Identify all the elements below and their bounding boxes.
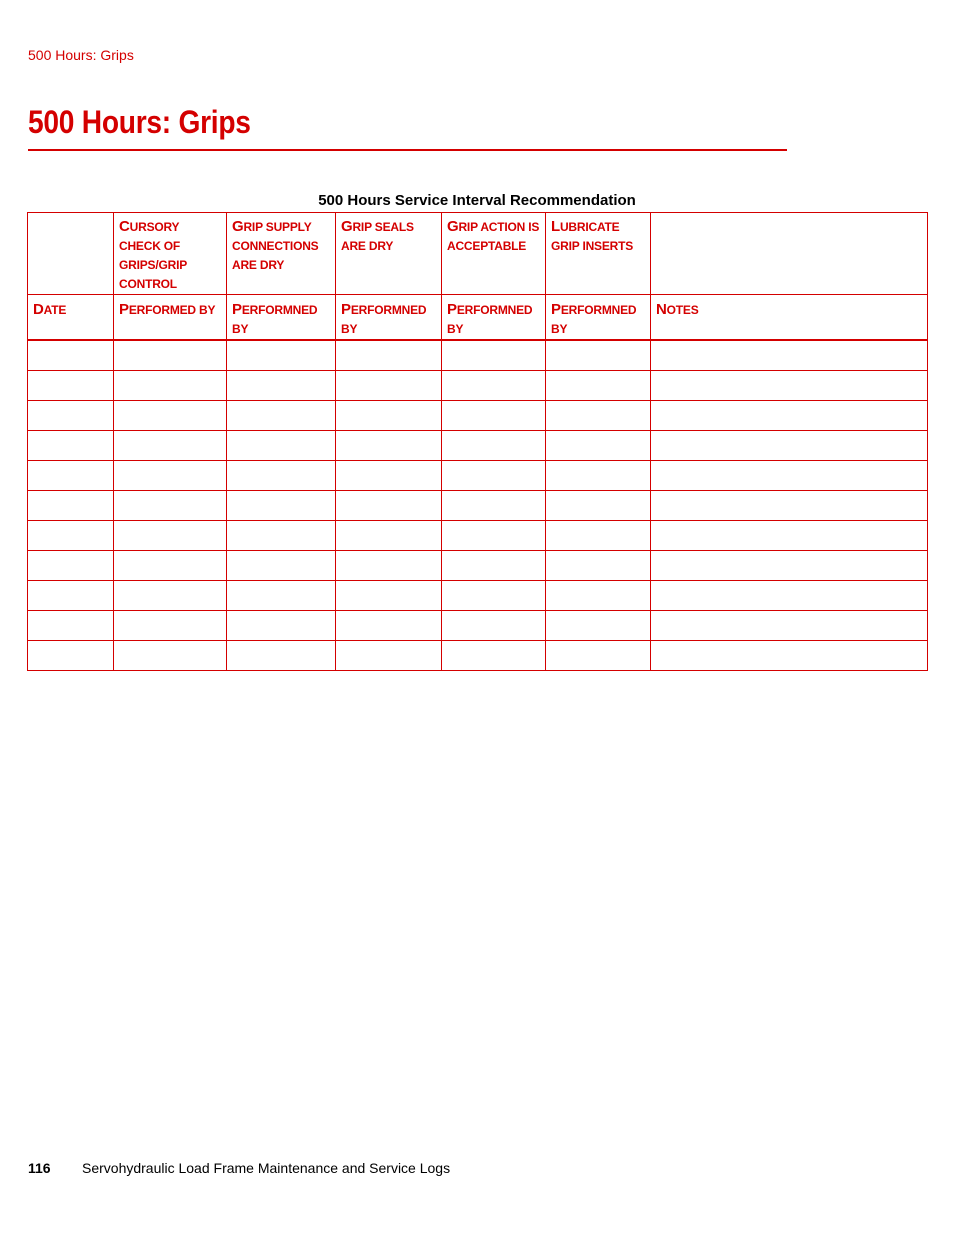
table-row bbox=[28, 401, 928, 431]
log-entry-cell bbox=[442, 491, 546, 521]
column-header-cell: PERFORMNED BY bbox=[336, 295, 442, 341]
log-entry-cell bbox=[442, 340, 546, 371]
log-entry-cell bbox=[28, 551, 114, 581]
log-entry-cell bbox=[114, 491, 227, 521]
table-row bbox=[28, 491, 928, 521]
log-entry-cell bbox=[651, 581, 928, 611]
log-entry-cell bbox=[336, 461, 442, 491]
log-entry-cell bbox=[651, 371, 928, 401]
title-rule bbox=[28, 149, 787, 151]
table-body bbox=[28, 213, 928, 671]
log-entry-cell bbox=[651, 340, 928, 371]
log-entry-cell bbox=[336, 371, 442, 401]
table-row bbox=[28, 340, 928, 371]
log-entry-cell bbox=[28, 521, 114, 551]
task-header-cell: GRIP SEALS ARE DRY bbox=[336, 213, 442, 295]
log-entry-cell bbox=[651, 431, 928, 461]
table-row bbox=[28, 581, 928, 611]
log-entry-cell bbox=[114, 461, 227, 491]
log-entry-cell bbox=[28, 461, 114, 491]
log-entry-cell bbox=[651, 611, 928, 641]
task-header-row bbox=[28, 213, 928, 295]
log-entry-cell bbox=[442, 581, 546, 611]
log-entry-cell bbox=[28, 340, 114, 371]
log-entry-cell bbox=[114, 551, 227, 581]
log-entry-cell bbox=[114, 431, 227, 461]
log-entry-cell bbox=[227, 641, 336, 671]
footer-text: Servohydraulic Load Frame Maintenance and Service Logs bbox=[82, 1160, 451, 1176]
log-entry-cell bbox=[114, 641, 227, 671]
log-entry-cell bbox=[336, 491, 442, 521]
running-head: 500 Hours: Grips bbox=[28, 47, 134, 63]
column-header-cell: DATE bbox=[28, 295, 114, 341]
log-entry-cell bbox=[546, 551, 651, 581]
log-entry-cell bbox=[114, 521, 227, 551]
log-entry-cell bbox=[28, 581, 114, 611]
log-entry-cell bbox=[546, 461, 651, 491]
table-row bbox=[28, 371, 928, 401]
log-entry-cell bbox=[227, 521, 336, 551]
log-entry-cell bbox=[114, 401, 227, 431]
task-header-cell: LUBRICATE GRIP INSERTS bbox=[546, 213, 651, 295]
log-entry-cell bbox=[28, 611, 114, 641]
log-entry-cell bbox=[651, 461, 928, 491]
log-entry-cell bbox=[546, 401, 651, 431]
log-entry-cell bbox=[227, 431, 336, 461]
log-entry-cell bbox=[28, 401, 114, 431]
log-entry-cell bbox=[227, 581, 336, 611]
log-entry-cell bbox=[28, 491, 114, 521]
task-header-cell bbox=[28, 213, 114, 295]
log-entry-cell bbox=[114, 371, 227, 401]
log-entry-cell bbox=[114, 581, 227, 611]
log-entry-cell bbox=[546, 491, 651, 521]
log-entry-cell bbox=[28, 431, 114, 461]
log-entry-cell bbox=[227, 461, 336, 491]
log-entry-cell bbox=[651, 491, 928, 521]
log-entry-cell bbox=[28, 641, 114, 671]
log-entry-cell bbox=[442, 461, 546, 491]
log-entry-cell bbox=[114, 611, 227, 641]
log-entry-cell bbox=[442, 641, 546, 671]
log-entry-cell bbox=[227, 371, 336, 401]
log-entry-cell bbox=[546, 371, 651, 401]
log-entry-cell bbox=[546, 581, 651, 611]
log-entry-cell bbox=[651, 551, 928, 581]
log-entry-cell bbox=[227, 491, 336, 521]
log-entry-cell bbox=[336, 340, 442, 371]
log-entry-cell bbox=[442, 401, 546, 431]
log-entry-cell bbox=[442, 521, 546, 551]
log-entry-cell bbox=[336, 611, 442, 641]
log-entry-cell bbox=[546, 611, 651, 641]
page-title: 500 Hours: Grips bbox=[28, 104, 251, 140]
table-caption: 500 Hours Service Interval Recommendation bbox=[318, 192, 636, 209]
column-header-row bbox=[28, 295, 928, 341]
log-entry-cell bbox=[651, 641, 928, 671]
log-entry-cell bbox=[442, 431, 546, 461]
column-header-cell: PERFORMED BY bbox=[114, 295, 227, 341]
log-entry-cell bbox=[227, 401, 336, 431]
log-entry-cell bbox=[336, 581, 442, 611]
log-entry-cell bbox=[227, 551, 336, 581]
table-row bbox=[28, 551, 928, 581]
table-row bbox=[28, 611, 928, 641]
log-entry-cell bbox=[336, 521, 442, 551]
log-entry-cell bbox=[546, 521, 651, 551]
column-header-cell: PERFORMNED BY bbox=[227, 295, 336, 341]
log-entry-cell bbox=[546, 431, 651, 461]
task-header-cell bbox=[651, 213, 928, 295]
table-row bbox=[28, 431, 928, 461]
table-row bbox=[28, 521, 928, 551]
log-entry-cell bbox=[227, 611, 336, 641]
log-entry-cell bbox=[442, 551, 546, 581]
task-header-cell: GRIP ACTION IS ACCEPTABLE bbox=[442, 213, 546, 295]
log-entry-cell bbox=[227, 340, 336, 371]
page-number: 116 bbox=[28, 1160, 51, 1176]
log-entry-cell bbox=[546, 641, 651, 671]
log-entry-cell bbox=[651, 401, 928, 431]
service-log-table bbox=[27, 212, 928, 671]
log-entry-cell bbox=[336, 431, 442, 461]
column-header-cell: PERFORMNED BY bbox=[442, 295, 546, 341]
table-row bbox=[28, 461, 928, 491]
log-entry-cell bbox=[336, 401, 442, 431]
log-entry-cell bbox=[28, 371, 114, 401]
log-entry-cell bbox=[442, 611, 546, 641]
log-entry-cell bbox=[546, 340, 651, 371]
log-entry-cell bbox=[442, 371, 546, 401]
table-row bbox=[28, 641, 928, 671]
log-entry-cell bbox=[336, 641, 442, 671]
task-header-cell: CURSORY CHECK OF GRIPS/GRIP CONTROL bbox=[114, 213, 227, 295]
log-entry-cell bbox=[651, 521, 928, 551]
log-entry-cell bbox=[336, 551, 442, 581]
log-entry-cell bbox=[114, 340, 227, 371]
task-header-cell: GRIP SUPPLY CONNECTIONS ARE DRY bbox=[227, 213, 336, 295]
column-header-cell: NOTES bbox=[651, 295, 928, 341]
column-header-cell: PERFORMNED BY bbox=[546, 295, 651, 341]
